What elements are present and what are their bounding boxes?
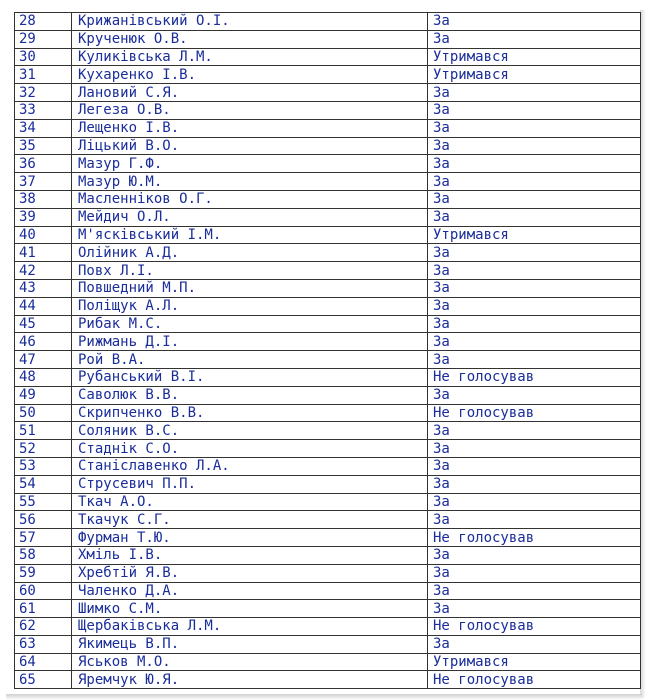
table-row [15, 190, 641, 208]
row-number: 65 [15, 671, 72, 689]
table-row [15, 155, 641, 173]
table-row [15, 618, 641, 636]
table-row [15, 493, 641, 511]
deputy-name: Крученюк О.В. [72, 30, 428, 48]
row-number: 58 [15, 546, 72, 564]
row-number: 36 [15, 155, 72, 173]
vote-result: За [428, 155, 641, 173]
vote-result: За [428, 13, 641, 31]
voting-results-table [14, 12, 641, 689]
deputy-name: Якимець В.П. [72, 635, 428, 653]
table-row [15, 440, 641, 458]
table-row [15, 546, 641, 564]
table-row [15, 101, 641, 119]
vote-result: Не голосував [428, 671, 641, 689]
row-number: 49 [15, 386, 72, 404]
table-row [15, 297, 641, 315]
row-number: 47 [15, 351, 72, 369]
row-number: 40 [15, 226, 72, 244]
row-number: 44 [15, 297, 72, 315]
vote-result: За [428, 386, 641, 404]
row-number: 52 [15, 440, 72, 458]
table-row [15, 404, 641, 422]
row-number: 43 [15, 279, 72, 297]
table-row [15, 84, 641, 102]
vote-result: Не голосував [428, 618, 641, 636]
row-number: 48 [15, 368, 72, 386]
vote-result: За [428, 279, 641, 297]
vote-result: Утримався [428, 66, 641, 84]
row-number: 51 [15, 422, 72, 440]
vote-result: За [428, 137, 641, 155]
row-number: 59 [15, 564, 72, 582]
vote-result: За [428, 173, 641, 191]
deputy-name: Масленніков О.Г. [72, 190, 428, 208]
table-row [15, 564, 641, 582]
table-row [15, 315, 641, 333]
row-number: 55 [15, 493, 72, 511]
deputy-name: Рубанський В.І. [72, 368, 428, 386]
vote-result: Не голосував [428, 404, 641, 422]
deputy-name: Легеза О.В. [72, 101, 428, 119]
deputy-name: Ткач А.О. [72, 493, 428, 511]
table-row [15, 671, 641, 689]
vote-result: За [428, 119, 641, 137]
table-row [15, 137, 641, 155]
deputy-name: Мазур Г.Ф. [72, 155, 428, 173]
deputy-name: Лановий С.Я. [72, 84, 428, 102]
row-number: 57 [15, 529, 72, 547]
table-row [15, 48, 641, 66]
table-row [15, 422, 641, 440]
table-row [15, 208, 641, 226]
vote-result: Утримався [428, 653, 641, 671]
vote-result: За [428, 475, 641, 493]
vote-result: Не голосував [428, 368, 641, 386]
row-number: 28 [15, 13, 72, 31]
table-row [15, 600, 641, 618]
deputy-name: Кухаренко І.В. [72, 66, 428, 84]
vote-result: За [428, 511, 641, 529]
row-number: 39 [15, 208, 72, 226]
deputy-name: Ліцький В.О. [72, 137, 428, 155]
deputy-name: Шимко С.М. [72, 600, 428, 618]
deputy-name: Скрипченко В.В. [72, 404, 428, 422]
table-row [15, 351, 641, 369]
deputy-name: Повх Л.І. [72, 262, 428, 280]
deputy-name: Куликівська Л.М. [72, 48, 428, 66]
vote-result: За [428, 315, 641, 333]
vote-result: За [428, 493, 641, 511]
vote-result: За [428, 546, 641, 564]
page-shadow-bottom [6, 694, 642, 700]
table-row [15, 475, 641, 493]
table-row [15, 30, 641, 48]
table-row [15, 511, 641, 529]
row-number: 53 [15, 457, 72, 475]
row-number: 45 [15, 315, 72, 333]
vote-result: За [428, 297, 641, 315]
row-number: 34 [15, 119, 72, 137]
vote-result: За [428, 582, 641, 600]
table-row [15, 279, 641, 297]
row-number: 33 [15, 101, 72, 119]
row-number: 42 [15, 262, 72, 280]
row-number: 64 [15, 653, 72, 671]
row-number: 54 [15, 475, 72, 493]
row-number: 60 [15, 582, 72, 600]
deputy-name: Поліщук А.Л. [72, 297, 428, 315]
voting-results-body [15, 13, 641, 689]
row-number: 37 [15, 173, 72, 191]
deputy-name: Олійник А.Д. [72, 244, 428, 262]
vote-result: За [428, 208, 641, 226]
vote-result: За [428, 84, 641, 102]
vote-result: За [428, 440, 641, 458]
deputy-name: Рой В.А. [72, 351, 428, 369]
deputy-name: Крижанівський О.І. [72, 13, 428, 31]
row-number: 41 [15, 244, 72, 262]
table-row [15, 119, 641, 137]
deputy-name: Яремчук Ю.Я. [72, 671, 428, 689]
row-number: 63 [15, 635, 72, 653]
vote-result: Не голосував [428, 529, 641, 547]
row-number: 30 [15, 48, 72, 66]
deputy-name: Рижмань Д.І. [72, 333, 428, 351]
row-number: 61 [15, 600, 72, 618]
row-number: 56 [15, 511, 72, 529]
deputy-name: Хребтій Я.В. [72, 564, 428, 582]
table-row [15, 635, 641, 653]
vote-result: Утримався [428, 226, 641, 244]
table-row [15, 457, 641, 475]
vote-result: За [428, 457, 641, 475]
table-row [15, 262, 641, 280]
vote-result: За [428, 101, 641, 119]
deputy-name: Щербаківська Л.М. [72, 618, 428, 636]
deputy-name: Хміль І.В. [72, 546, 428, 564]
table-row [15, 244, 641, 262]
table-row [15, 529, 641, 547]
row-number: 62 [15, 618, 72, 636]
vote-result: За [428, 564, 641, 582]
table-row [15, 13, 641, 31]
deputy-name: Мейдич О.Л. [72, 208, 428, 226]
deputy-name: Ткачук С.Г. [72, 511, 428, 529]
table-row [15, 226, 641, 244]
vote-result: За [428, 30, 641, 48]
deputy-name: Струсевич П.П. [72, 475, 428, 493]
row-number: 50 [15, 404, 72, 422]
row-number: 29 [15, 30, 72, 48]
row-number: 35 [15, 137, 72, 155]
vote-result: За [428, 635, 641, 653]
deputy-name: Чаленко Д.А. [72, 582, 428, 600]
vote-result: За [428, 262, 641, 280]
table-row [15, 333, 641, 351]
vote-result: За [428, 190, 641, 208]
deputy-name: Фурман Т.Ю. [72, 529, 428, 547]
vote-result: За [428, 333, 641, 351]
deputy-name: Яськов М.О. [72, 653, 428, 671]
deputy-name: Повшедний М.П. [72, 279, 428, 297]
table-row [15, 368, 641, 386]
table-row [15, 582, 641, 600]
deputy-name: Стаднік С.О. [72, 440, 428, 458]
row-number: 38 [15, 190, 72, 208]
deputy-name: Рибак М.С. [72, 315, 428, 333]
row-number: 46 [15, 333, 72, 351]
vote-result: За [428, 600, 641, 618]
deputy-name: М'ясківський І.М. [72, 226, 428, 244]
deputy-name: Саволюк В.В. [72, 386, 428, 404]
vote-result: За [428, 244, 641, 262]
row-number: 31 [15, 66, 72, 84]
deputy-name: Соляник В.С. [72, 422, 428, 440]
deputy-name: Станіславенко Л.А. [72, 457, 428, 475]
table-row [15, 386, 641, 404]
row-number: 32 [15, 84, 72, 102]
deputy-name: Мазур Ю.М. [72, 173, 428, 191]
table-row [15, 66, 641, 84]
vote-result: За [428, 351, 641, 369]
table-row [15, 173, 641, 191]
vote-result: Утримався [428, 48, 641, 66]
deputy-name: Лещенко І.В. [72, 119, 428, 137]
vote-result: За [428, 422, 641, 440]
table-row [15, 653, 641, 671]
